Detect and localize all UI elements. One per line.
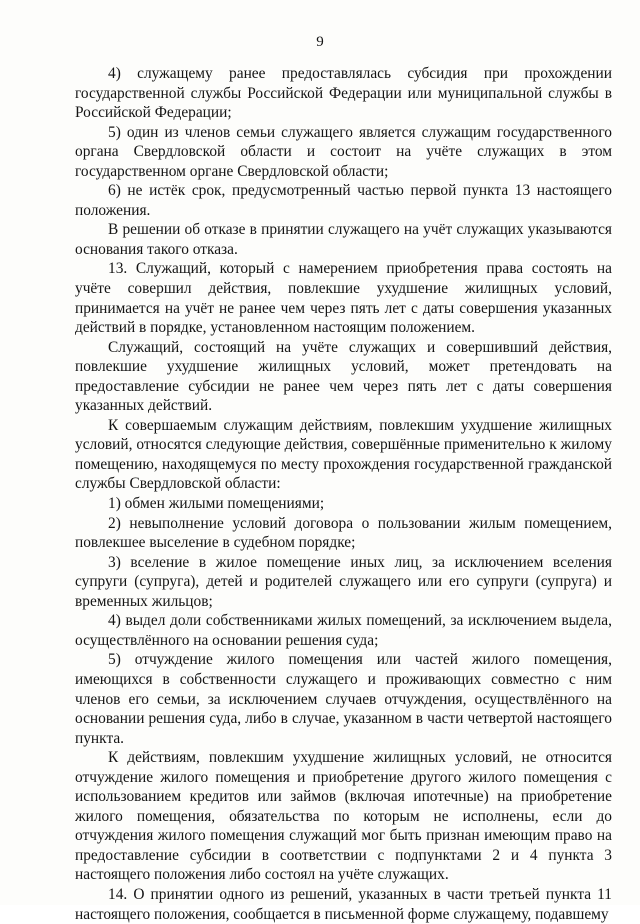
paragraph: 2) невыполнение условий договора о пользовании жилым помещением, повлекшее выселение в судебном порядке;: [75, 514, 612, 552]
paragraph: 13. Служащий, который с намерением приобретения права состоять на учёте совершил действия, повлекшие ухудшение жилищных условий, принимается на учёт не ранее чем через пять лет с даты совершения указанных действий в порядке, установленном настоящим положением.: [75, 260, 612, 337]
paragraph: Служащий, состоящий на учёте служащих и совершивший действия, повлекшие ухудшение жилищных условий, может претендовать на предоставление субсидии не ранее чем через пять лет с даты совершения указанных действий.: [75, 338, 612, 415]
page-number: 9: [316, 34, 324, 50]
paragraph: 4) выдел доли собственниками жилых помещений, за исключением выдела, осуществлённого на основании решения суда;: [75, 612, 612, 649]
paragraph: К совершаемым служащим действиям, повлекшим ухудшение жилищных условий, относятся следующие действия, совершённые применительно к жилому помещению, находящемуся по месту прохождения государственной гражданской службы Свердловской области:: [75, 416, 612, 493]
paragraph: К действиям, повлекшим ухудшение жилищных условий, не относится отчуждение жилого помещения и приобретение другого жилого помещения с использованием кредитов или займов (включая ипотечные) на приобретение жилого помещения, обязательства по которым не исполнены, если до отчуждения жилого помещения служащий мог быть признан имеющим право на предоставление субсидии в соответствии с подпунктами 2 и 4 пункта 3 настоящего положения либо состоял на учёте служащих.: [75, 749, 612, 884]
paragraph: В решении об отказе в принятии служащего на учёт служащих указываются основания такого отказа.: [75, 221, 612, 258]
paragraph: 1) обмен жилыми помещениями;: [108, 495, 325, 513]
document-body: [75, 64, 612, 924]
paragraph: 4) служащему ранее предоставлялась субсидия при прохождении государственной службы Российской Федерации или муниципальной службы в Российской Федерации;: [75, 65, 612, 122]
paragraph: 5) отчуждение жилого помещения или частей жилого помещения, имеющихся в собственности служащего и проживающих совместно с ним членов его семьи, за исключением случаев отчуждения, осуществлённого на основании решения суда, либо в случае, указанном в части четвертой настоящего пункта.: [75, 651, 612, 747]
paragraph: 14. О принятии одного из решений, указанных в части третьей пункта 11 настоящего положения, сообщается в письменной форме служащему, подавшему: [75, 885, 612, 923]
paragraph: 3) вселение в жилое помещение иных лиц, за исключением вселения супруги (супруга), детей и родителей служащего или его супруги (супруга) и временных жильцов;: [75, 553, 612, 610]
paragraph: 5) один из членов семьи служащего является служащим государственного органа Свердловской области и состоит на учёте служащих в этом государственном органе Свердловской области;: [75, 123, 612, 180]
paragraph: 6) не истёк срок, предусмотренный частью первой пункта 13 настоящего положения.: [75, 182, 612, 219]
